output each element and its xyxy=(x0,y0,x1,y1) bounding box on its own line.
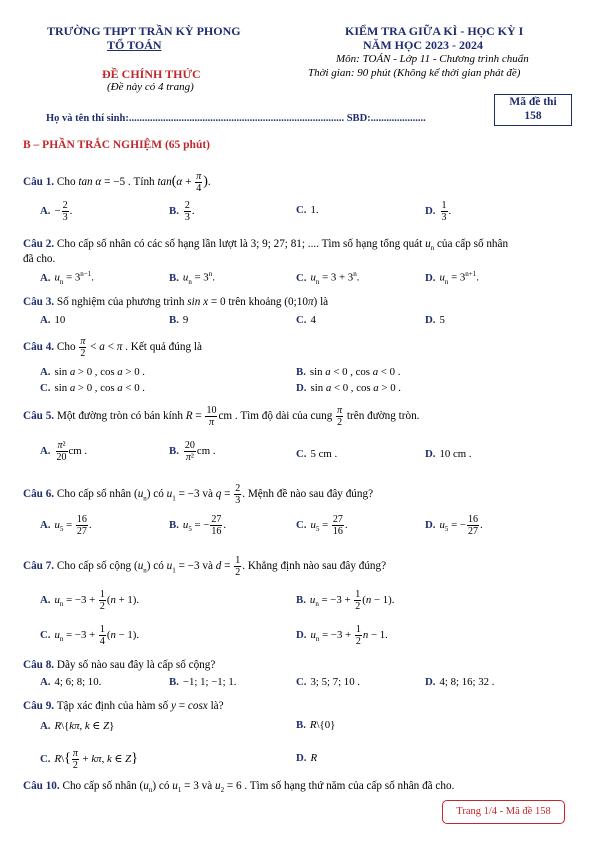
exam-code-label: Mã đề thi xyxy=(509,96,557,108)
exam-code-box xyxy=(494,94,572,126)
q1-option-b[interactable]: B. $\frac{2}{3}$ . xyxy=(169,200,195,223)
section-title: B – PHẦN TRẮC NGHIỆM (65 phút) xyxy=(23,139,210,151)
q8-option-a[interactable]: A. 4; 6; 8; 10. xyxy=(40,676,102,688)
time-info: Thời gian: 90 phút (Không kể thời gian phát đề) xyxy=(308,67,521,79)
question-7: Câu 7. Cho cấp số cộng $(u_n)$ có $u_1 = -3$ và d = $\frac{1}{2}$ . Khẳng định nào sau đây đúng? xyxy=(23,555,387,578)
question-5: Câu 5. Một đường tròn có bán kính R = $\frac{10}{\pi}$ cm . Tìm độ dài của cung $\frac{\pi}{2}$ trên đường tròn. xyxy=(23,405,420,428)
q2-option-b[interactable]: B. $u_n = 3^n$. xyxy=(169,270,215,286)
question-label: Câu 10. xyxy=(23,780,60,792)
q8-option-c[interactable]: C. 3; 5; 7; 10 . xyxy=(296,676,360,688)
question-1: Câu 1. Cho tan α = −5 . Tính tan(α + $\frac{\pi}{4}$ ). xyxy=(23,171,211,194)
q4-option-a[interactable]: A. sin a > 0 , cos a > 0 . xyxy=(40,366,145,378)
question-4: Câu 4. Cho $\frac{\pi}{2}$ < a < π . Kết quả đúng là xyxy=(23,336,202,359)
q7-option-a[interactable]: A. $u_n = -3$ + $\frac{1}{2}$ (n + 1). xyxy=(40,589,140,612)
q5-option-a[interactable]: A. $\frac{\text{π²}}{20}$ cm . xyxy=(40,440,88,463)
q9-option-c[interactable]: C. R\{ $\frac{\pi}{2}$ + kπ, k ∈ Z} xyxy=(40,748,138,771)
question-10: Câu 10. Cho cấp số nhân $(u_n)$ có $u_1 = 3$ và $u_2 = 6$ . Tìm số hạng thứ năm của cấp số nhân đã cho. xyxy=(23,780,455,795)
q4-option-d[interactable]: D. sin a < 0 , cos a > 0 . xyxy=(296,382,401,394)
question-2: Câu 2. Cho cấp số nhân có các số hạng lần lượt là 3; 9; 27; 81; .... Tìm số hạng tổng quát $u_n$ của cấp số nhân xyxy=(23,238,509,253)
q6-option-b[interactable]: B. $u_5$ = − $\frac{27}{16}$ . xyxy=(169,514,227,537)
question-2-cont: đã cho. xyxy=(23,253,56,265)
question-label: Câu 5. xyxy=(23,410,55,423)
question-label: Câu 2. xyxy=(23,238,55,250)
school-name: TRƯỜNG THPT TRẦN KỲ PHONG xyxy=(47,24,241,38)
question-label: Câu 7. xyxy=(23,560,55,573)
q6-option-d[interactable]: D. $u_5$ = − $\frac{16}{27}$ . xyxy=(425,514,483,537)
q9-option-a[interactable]: A. R\{kπ, k ∈ Z} xyxy=(40,720,115,732)
q8-option-b[interactable]: B. −1; 1; −1; 1. xyxy=(169,676,237,688)
q1-option-c[interactable]: C. 1. xyxy=(296,204,319,216)
q2-option-d[interactable]: D. $u_n = 3^{n+1}$. xyxy=(425,270,479,286)
q9-option-d[interactable]: D. R xyxy=(296,752,318,764)
department-name: TỔ TOÁN xyxy=(107,38,162,52)
q3-option-b[interactable]: B. 9 xyxy=(169,314,189,326)
school-year: NĂM HỌC 2023 - 2024 xyxy=(363,38,483,52)
q3-option-d[interactable]: D. 5 xyxy=(425,314,445,326)
q7-option-c[interactable]: C. $u_n = -3$ + $\frac{1}{4}$ (n − 1). xyxy=(40,624,140,647)
q3-option-c[interactable]: C. 4 xyxy=(296,314,316,326)
exam-code-value: 158 xyxy=(524,110,542,122)
q1-option-a[interactable]: A. − $\frac{2}{3}$ . xyxy=(40,200,73,223)
q2-option-c[interactable]: C. $u_n = 3 + 3^n$. xyxy=(296,270,360,286)
q1-option-d[interactable]: D. $\frac{1}{3}$ . xyxy=(425,200,452,223)
exam-title: KIỂM TRA GIỮA KÌ - HỌC KỲ I xyxy=(345,24,524,38)
subject-info: Môn: TOÁN - Lớp 11 - Chương trình chuẩn xyxy=(336,53,529,65)
question-label: Câu 3. xyxy=(23,296,55,308)
question-label: Câu 9. xyxy=(23,700,55,712)
page-footer: Trang 1/4 - Mã đề 158 xyxy=(442,800,565,824)
q2-option-a[interactable]: A. $u_n = 3^{n-1}$. xyxy=(40,270,94,286)
q3-option-a[interactable]: A. 10 xyxy=(40,314,66,326)
q4-option-c[interactable]: C. sin a > 0 , cos a < 0 . xyxy=(40,382,145,394)
student-info-line: Họ và tên thí sinh:.................................................................................. SBD:..................... xyxy=(46,113,426,124)
question-label: Câu 8. xyxy=(23,659,55,671)
question-3: Câu 3. Số nghiệm của phương trình sin x = 0 trên khoảng (0;10π) là xyxy=(23,296,329,308)
q6-option-a[interactable]: A. $u_5$ = $\frac{16}{27}$ . xyxy=(40,514,92,537)
question-label: Câu 1. xyxy=(23,176,55,189)
q6-option-c[interactable]: C. $u_5$ = $\frac{27}{16}$ . xyxy=(296,514,348,537)
official-label: ĐỀ CHÍNH THỨC xyxy=(102,67,201,81)
question-6: Câu 6. Cho cấp số nhân $(u_n)$ có $u_1 = -3$ và q = $\frac{2}{3}$ . Mệnh đề nào sau đây đúng? xyxy=(23,483,374,506)
q7-option-b[interactable]: B. $u_n = -3$ + $\frac{1}{2}$ (n − 1). xyxy=(296,589,395,612)
question-label: Câu 4. xyxy=(23,341,55,354)
question-9: Câu 9. Tập xác định của hàm số y = cosx là? xyxy=(23,700,224,712)
q5-option-b[interactable]: B. $\frac{20}{\text{π²}}$ cm . xyxy=(169,440,216,463)
q8-option-d[interactable]: D. 4; 8; 16; 32 . xyxy=(425,676,495,688)
pages-note: (Đề này có 4 trang) xyxy=(107,81,194,93)
question-8: Câu 8. Dãy số nào sau đây là cấp số cộng? xyxy=(23,659,216,671)
q5-option-d[interactable]: D. 10 cm . xyxy=(425,448,472,460)
q9-option-b[interactable]: B. R\{0} xyxy=(296,719,336,731)
q4-option-b[interactable]: B. sin a < 0 , cos a < 0 . xyxy=(296,366,401,378)
q5-option-c[interactable]: C. 5 cm . xyxy=(296,448,338,460)
question-label: Câu 6. xyxy=(23,488,55,501)
q7-option-d[interactable]: D. $u_n = -3$ + $\frac{1}{2}$ n − 1. xyxy=(296,624,388,647)
